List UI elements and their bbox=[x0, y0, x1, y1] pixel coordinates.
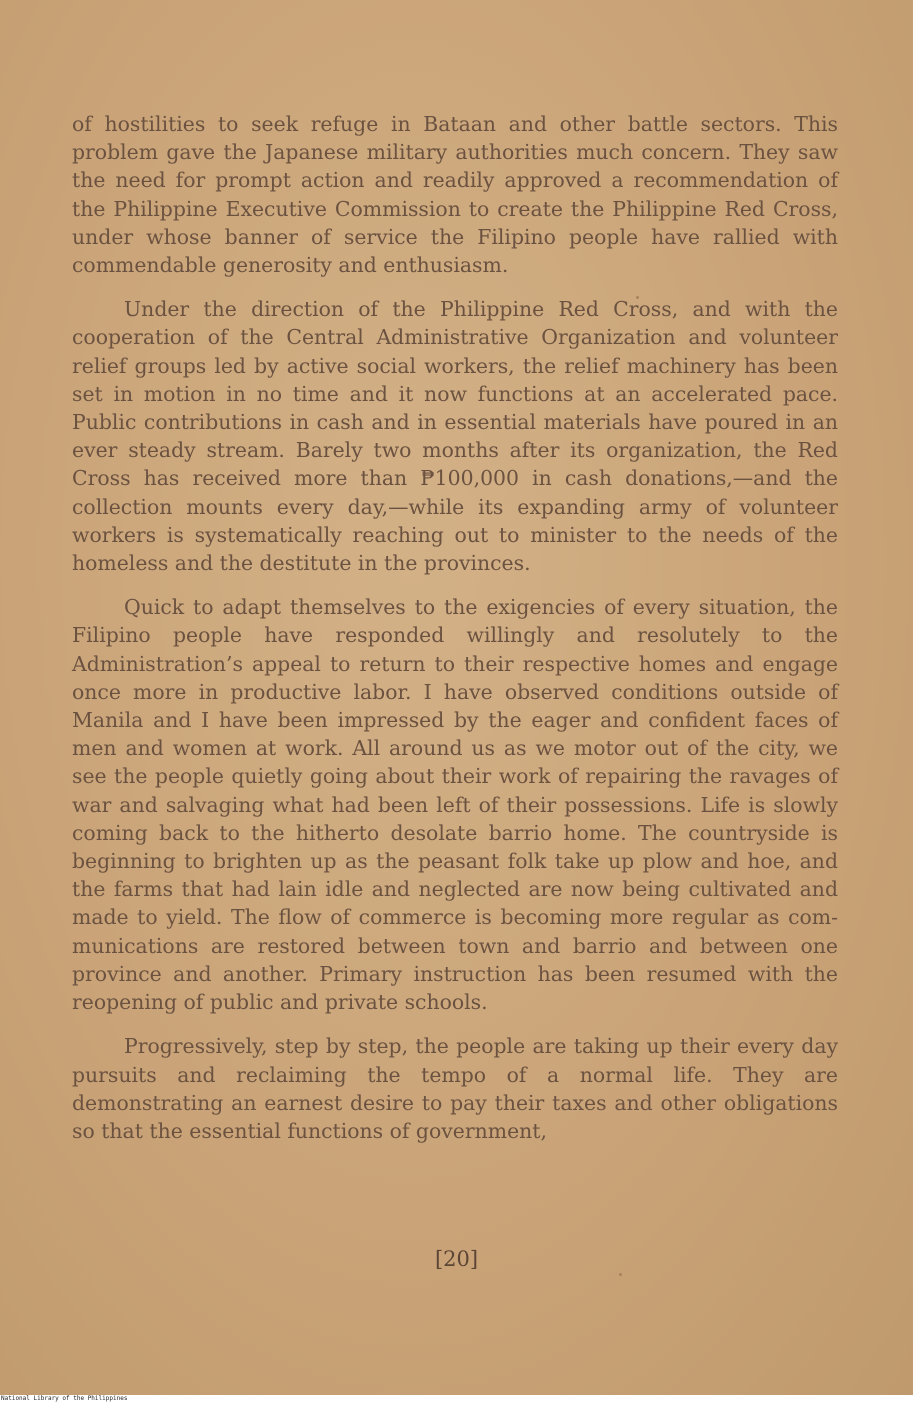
paragraph-2: Under the direction of the Philippine Red Cross, and with the cooperation of the Central Administrative Organization and volunteer relief groups led by active social workers, the relief machinery has been set in motion in no time and it now functions at an accelerated pace. Public contributions in cash and in essential materials have poured in an ever steady stream. Barely two months after its organization, the Red Cross has received more than ₱100,000 in cash donations,—and the collection mounts every day,—while its expanding army of volunteer workers is systematically reaching out to minister to the needs of the homeless and the destitute in the provinces. bbox=[72, 297, 838, 576]
page-number: [20] bbox=[434, 1247, 479, 1271]
footer-strip bbox=[0, 1395, 913, 1403]
paragraph-4: Progressively, step by step, the people are taking up their every day pursuits and reclaiming the tempo of a normal life. They are demonstrating an earnest desire to pay their taxes and other obligations so that the essential functions of government, bbox=[72, 1034, 838, 1143]
library-credit: National Library of the Philippines bbox=[1, 1395, 128, 1402]
paragraph-3: Quick to adapt themselves to the exigencies of every situation, the Filipino people have responded willingly and resolutely to the Administration’s appeal to return to their respective homes and engage once more in productive labor. I have observed conditions outside of Manila and I have been impressed by the eager and confident faces of men and women at work. All around us as we motor out of the city, we see the people quietly going about their work of repairing the ravages of war and salvaging what had been left of their possessions. Life is slowly coming back to the hitherto desolate barrio home. The countryside is beginning to brighten up as the peasant folk take up plow and hoe, and the farms that had lain idle and neglected are now being cultivated and made to yield. The flow of commerce is becoming more regular as communications are restored between town and barrio and between one province and another. Primary instruction has been resumed with the reopening of public and private schools. bbox=[72, 595, 838, 1015]
body-text bbox=[72, 110, 838, 1161]
paper-speck bbox=[619, 1273, 622, 1276]
paragraph-1: of hostilities to seek refuge in Bataan and other battle sectors. This problem gave the Japanese military authorities much concern. They saw the need for prompt action and readily approved a recommendation of the Philippine Executive Commission to create the Philippine Red Cross, under whose banner of service the Filipino people have rallied with commendable generosity and enthusiasm. bbox=[72, 112, 838, 278]
